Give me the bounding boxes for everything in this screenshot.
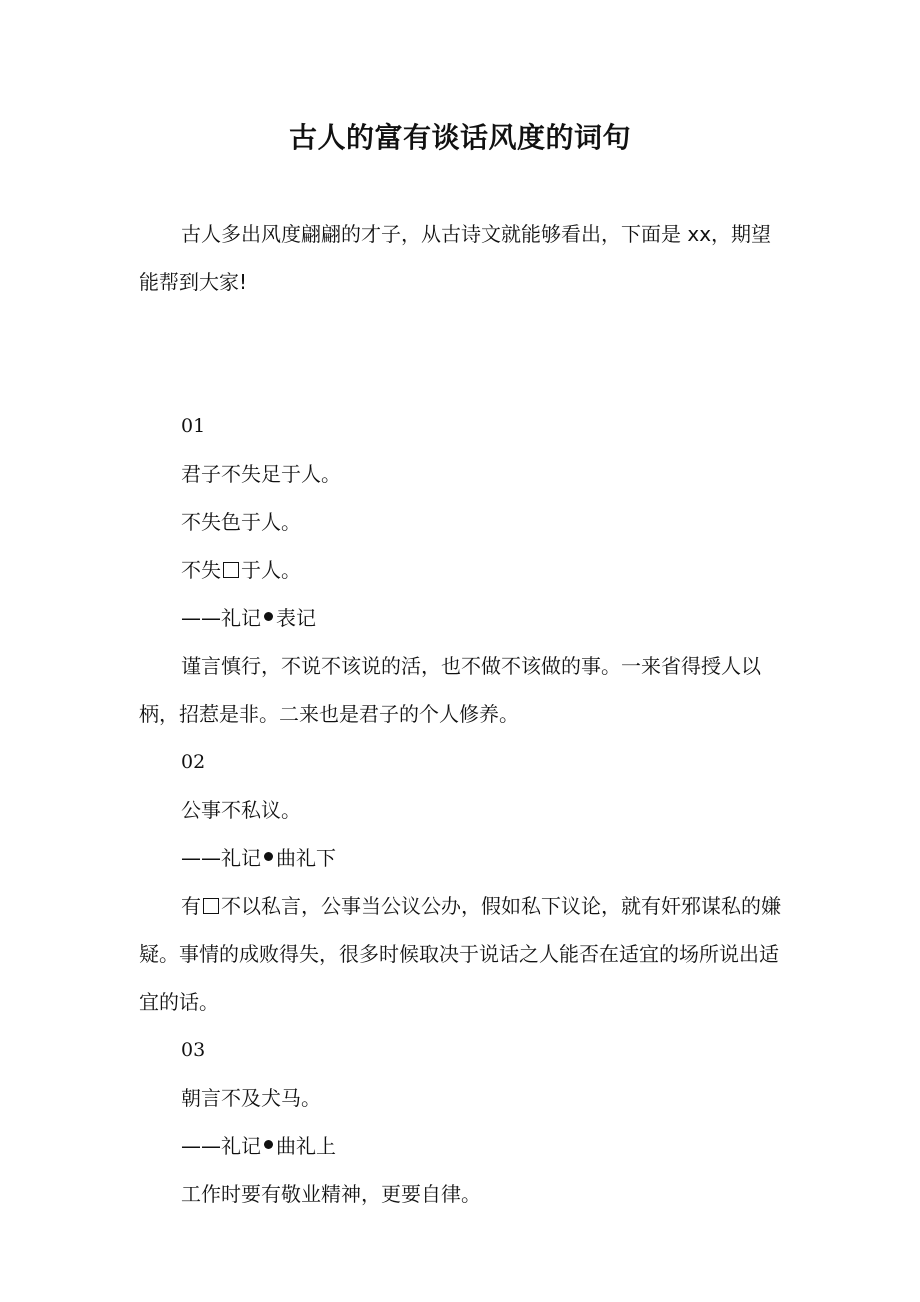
quote-line: 朝言不及犬马。 — [181, 1086, 321, 1110]
source-chapter: 表记 — [276, 606, 316, 630]
source-chapter: 曲礼上 — [276, 1134, 336, 1158]
source-citation — [139, 1122, 784, 1170]
middle-dot-icon — [264, 612, 273, 621]
missing-glyph-box-icon — [203, 898, 219, 914]
document-title: 古人的富有谈话风度的词句 — [288, 121, 631, 154]
source-book: ——礼记 — [181, 846, 261, 870]
explanation-text: 不以私言，公事当公议公办，假如私下议论，就有奸邪谋私的嫌疑。事情的成败得失，很多时候取决于说话之人能否在适宜的场所说出适宜的话。 — [139, 894, 781, 1014]
quote-text: 于人。 — [241, 558, 301, 582]
source-chapter: 曲礼下 — [276, 846, 336, 870]
explanation-paragraph: 工作时要有敬业精神，更要自律。 — [181, 1182, 481, 1206]
quote-line: 君子不失足于人。 — [181, 462, 341, 486]
section-number-03: 03 — [181, 1039, 206, 1061]
middle-dot-icon — [264, 852, 273, 861]
intro-paragraph: 古人多出风度翩翩的才子，从古诗文就能够看出，下面是 xx，期望能帮到大家! — [139, 222, 772, 294]
explanation-paragraph: 谨言慎行，不说不该说的活，也不做不该做的事。一来省得授人以柄，招惹是非。二来也是君子的个人修养。 — [139, 654, 761, 726]
quote-line — [139, 546, 784, 594]
middle-dot-icon — [264, 1140, 273, 1149]
quote-text: 不失 — [181, 558, 221, 582]
quote-line: 不失色于人。 — [181, 510, 301, 534]
section-number-02: 02 — [181, 751, 206, 773]
source-citation — [139, 834, 784, 882]
document-body — [139, 210, 784, 1218]
explanation-text: 有 — [181, 894, 201, 918]
quote-line: 公事不私议。 — [181, 798, 301, 822]
explanation-paragraph — [139, 882, 784, 1026]
source-book: ——礼记 — [181, 606, 261, 630]
source-book: ——礼记 — [181, 1134, 261, 1158]
section-number-01: 01 — [181, 415, 206, 437]
source-citation — [139, 594, 784, 642]
missing-glyph-box-icon — [223, 562, 239, 578]
